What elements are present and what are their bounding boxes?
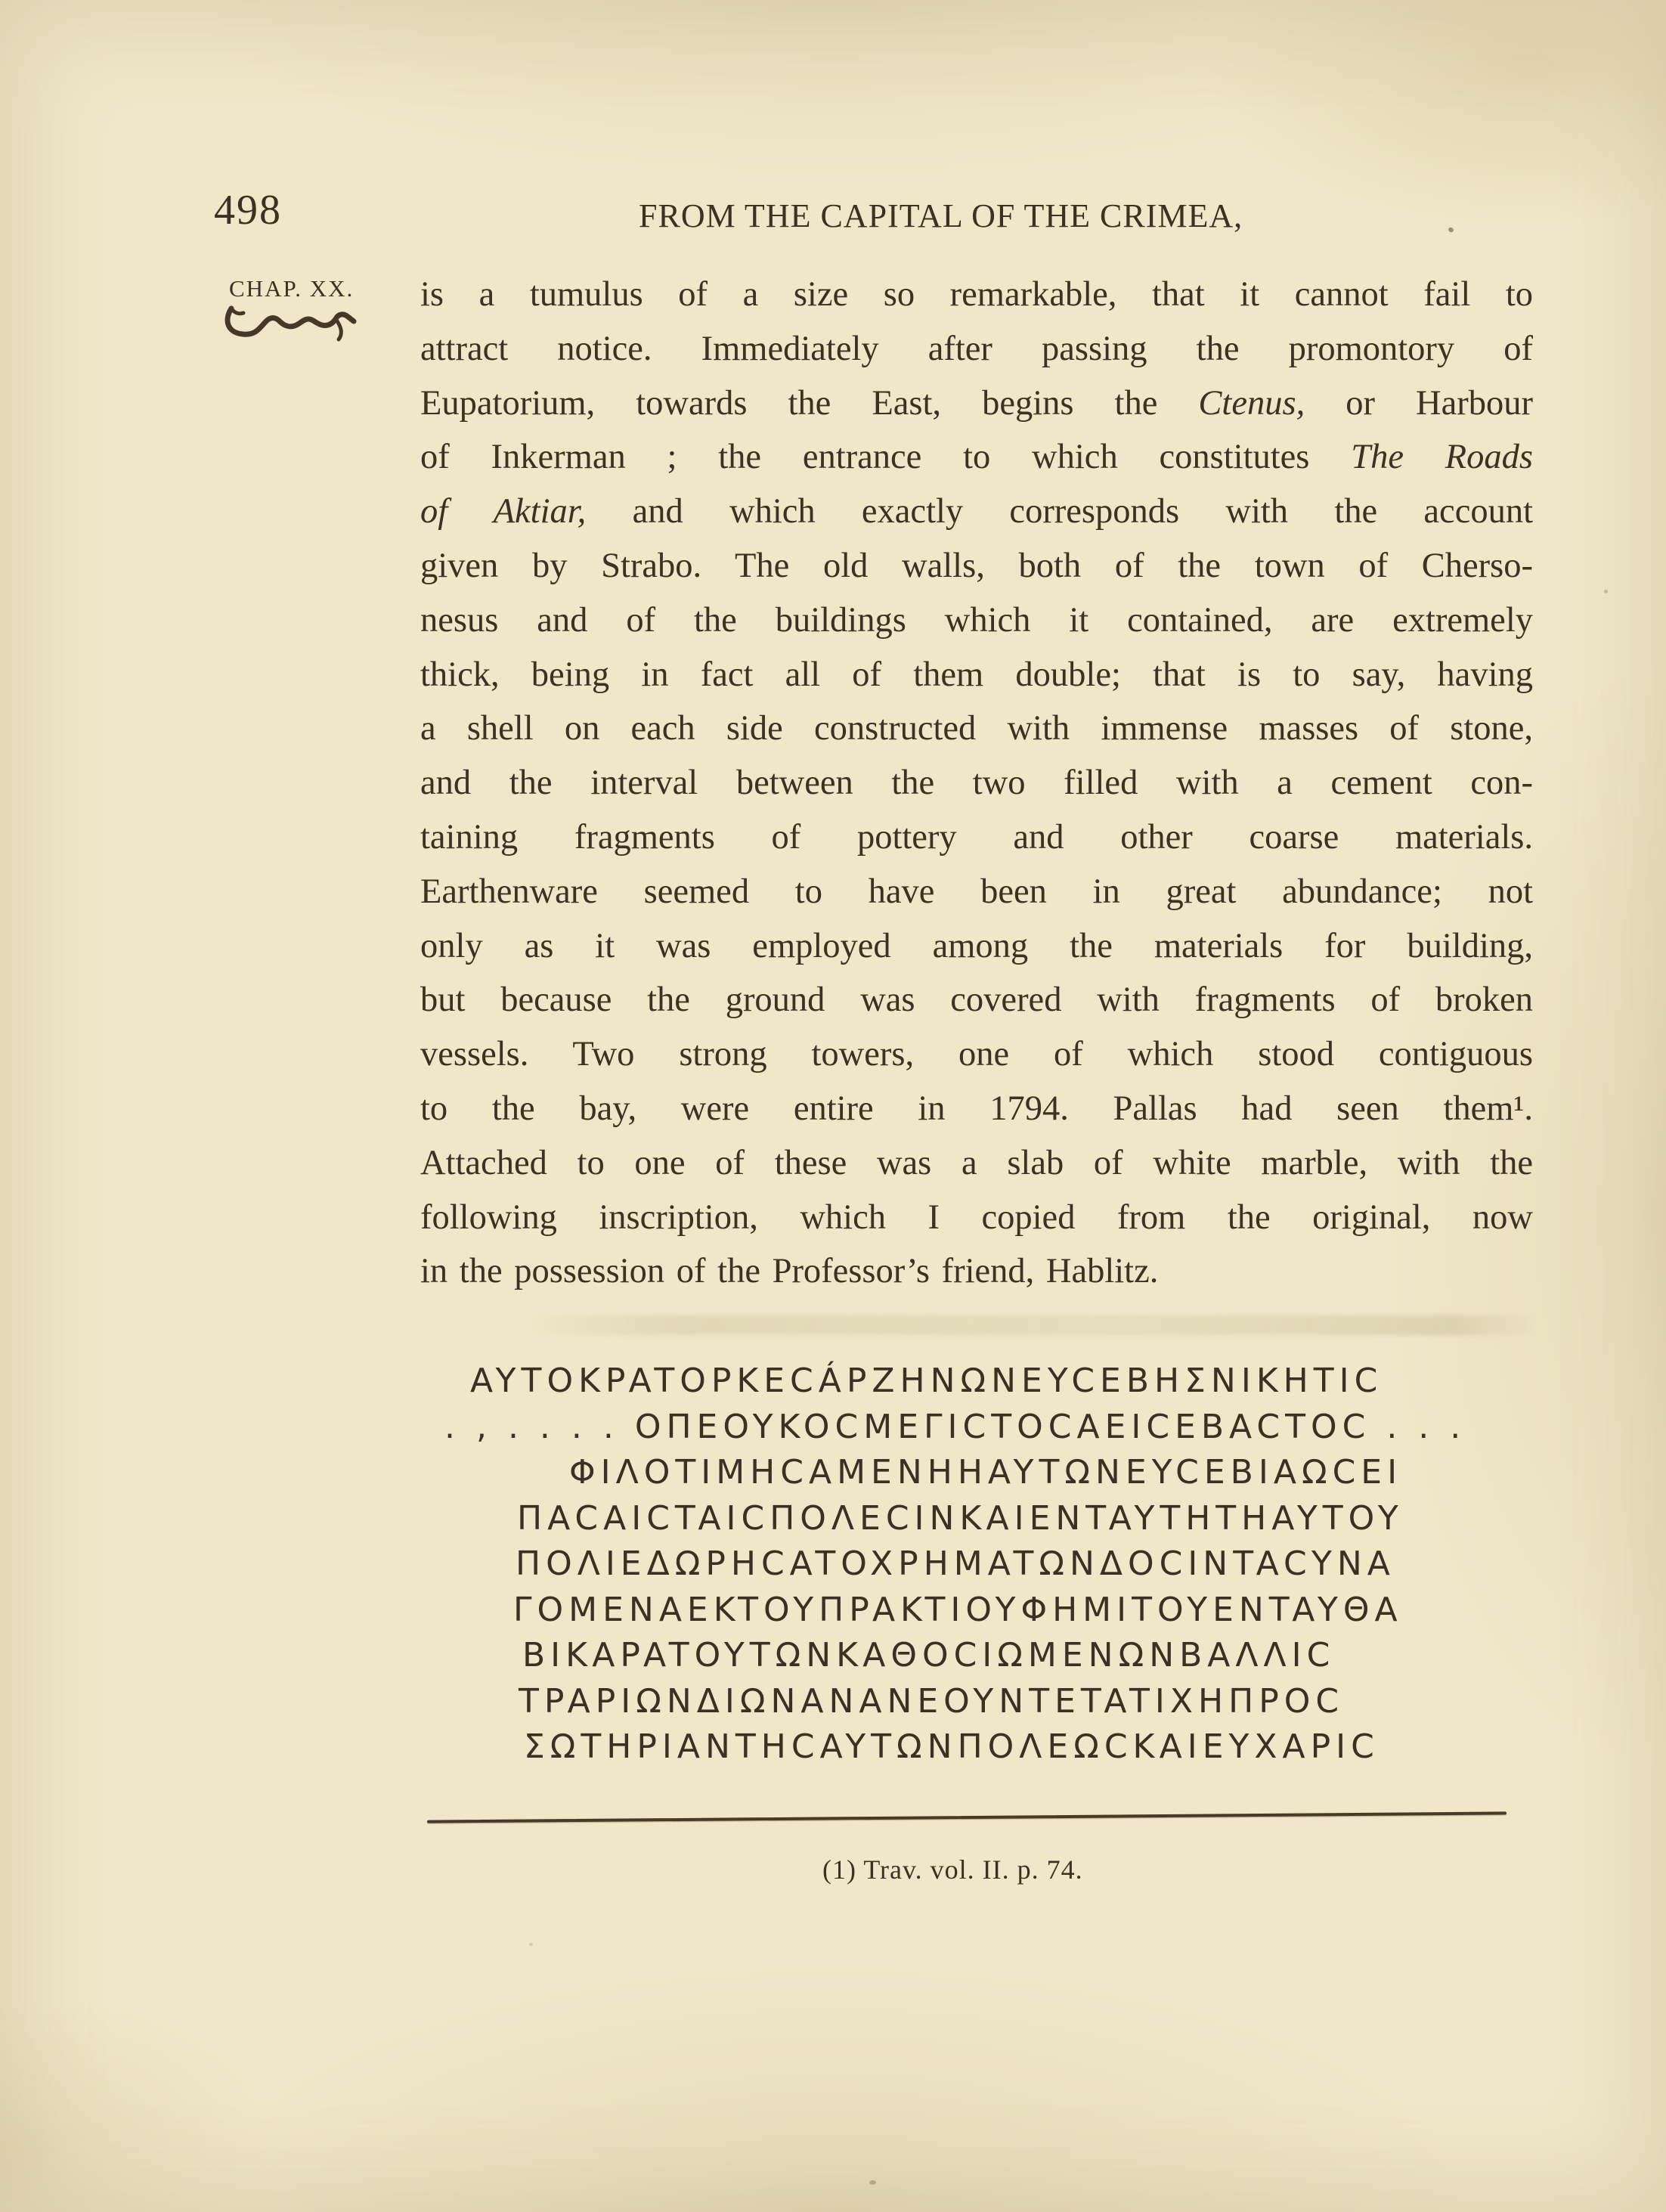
chapter-flourish-ornament [222,302,373,348]
body-line: Eupatorium, towards the East, begins the Ctenus, or Harbour [420,383,1533,423]
body-line: attract notice. Immediately after passing the promontory of [420,329,1533,368]
inscription-line: ΓOMENAEKTOYΠPAKTIOYΦHMITOYENTAYΘA [513,1590,1403,1629]
body-paragraph [420,268,1533,1299]
running-head: FROM THE CAPITAL OF THE CRIMEA, [639,197,1243,234]
body-line: vessels. Two strong towers, one of which stood contiguous [420,1035,1533,1074]
inscription-line: ΣΩTHPIANTHCAYTΩNΠOΛEΩCKAIEYXAPIC [524,1727,1380,1766]
inscription-line: TPAPIΩNΔIΩNANANEOYNTETATIXHΠPOC [519,1681,1345,1721]
body-line: only as it was employed among the materials for building, [420,926,1533,965]
paper-speck [1604,590,1608,593]
body-line: and the interval between the two filled with a cement con- [420,764,1533,803]
inscription-line: ΠACAICTAICΠOΛECINKAIENTAYTHTHAYTOY [517,1498,1404,1538]
showthrough-smudge [529,1315,1534,1335]
inscription-line: AYTOKPATOPKECÁPZHNΩNEYCEBHΣNIKHTIC [470,1362,1383,1400]
body-line: of Inkerman ; the entrance to which constitutes The Roads [420,438,1534,477]
body-line: Earthenware seemed to have been in great abundance; not [420,872,1533,911]
body-line: given by Strabo. The old walls, both of the town of Cherso- [420,546,1533,585]
body-line: a shell on each side constructed with immense masses of stone, [420,709,1533,748]
inscription-line: ΠOΛIEΔΩPHCATOXPHMATΩNΔOCINTACYNA [516,1544,1395,1583]
inscription-line: BIKAPATOYTΩNKAΘOCIΩMENΩNBAΛΛIC [522,1636,1336,1674]
chapter-note: CHAP. XX. [229,275,355,302]
inscription-line: . , . . . . OΠEOYKOCMEΓICTOCAEICEBACTOC . . . [444,1407,1466,1446]
body-line: but because the ground was covered with fragments of broken [420,981,1533,1020]
body-line: is a tumulus of a size so remarkable, that it cannot fail to [420,275,1533,314]
body-line: in the possession of the Professor’s friend, Hablitz. [420,1252,1159,1291]
body-line: taining fragments of pottery and other coarse materials. [420,817,1533,857]
footnote-divider [427,1811,1507,1823]
footnote-text: (1) Trav. vol. II. p. 74. [822,1854,1083,1885]
body-line: to the bay, were entire in 1794. Pallas had seen them¹. [420,1089,1533,1128]
paper-speck [529,1943,533,1946]
page-number: 498 [214,187,282,234]
body-line: thick, being in fact all of them double; that is to say, having [420,655,1533,694]
paper-speck [869,2180,876,2185]
greek-inscription [444,1358,1466,1771]
body-line: of Aktiar, and which exactly corresponds with the account [420,492,1533,531]
body-line: following inscription, which I copied from the original, now [420,1197,1533,1237]
inscription-line: ΦIΛOTIMHCAMENHHAYTΩNEYCEBIAΩCEI [569,1453,1403,1492]
paper-speck [1448,227,1454,234]
body-line: nesus and of the buildings which it contained, are extremely [420,600,1533,640]
body-line: Attached to one of these was a slab of white marble, with the [420,1143,1533,1182]
